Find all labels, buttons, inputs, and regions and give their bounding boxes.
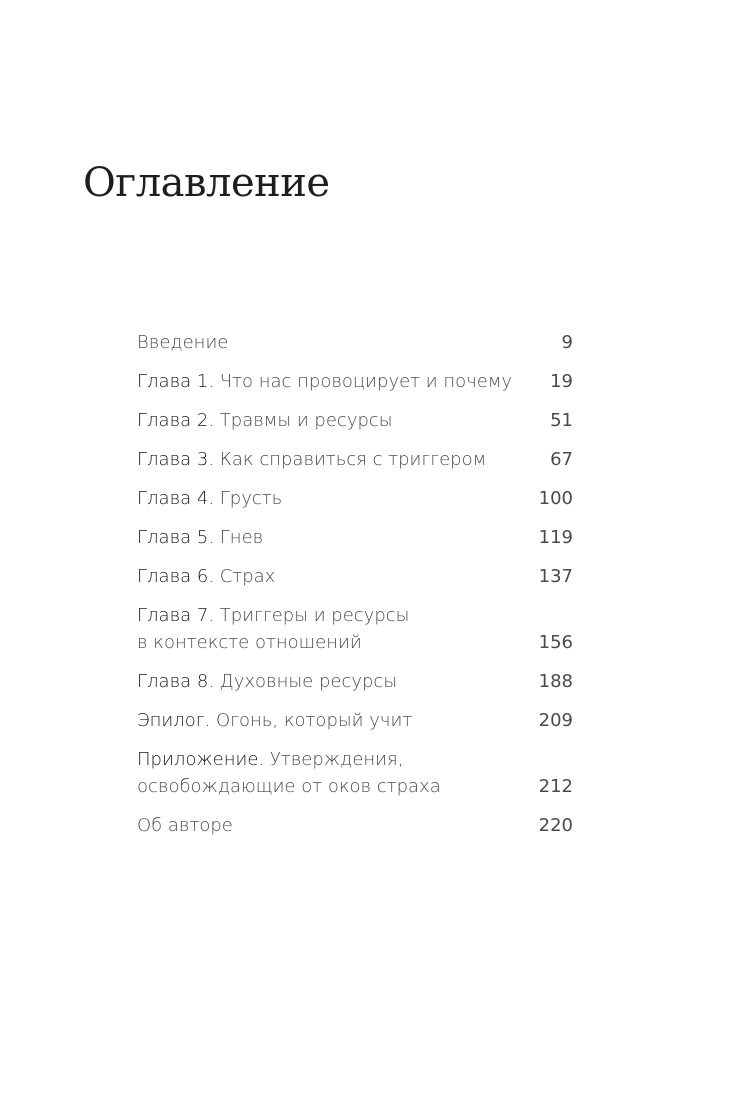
toc-entry-chapter-5[interactable] [137,524,573,551]
toc-entry-chapter-3[interactable] [137,446,573,473]
toc-entry-title: Огонь, который учит [210,710,413,731]
toc-entry-page: 100 [538,488,573,509]
toc-entry-text [137,563,539,590]
toc-entry-text [137,746,539,800]
toc-entry-page: 156 [538,632,573,653]
toc-entry-page: 209 [538,710,573,731]
toc-entry-label: Эпилог. [137,710,211,731]
toc-entry-label: Глава 1. [137,371,215,392]
toc-entry-page: 212 [538,776,573,797]
toc-entry-introduction[interactable] [137,329,573,356]
toc-entry-text [137,368,550,395]
page-title: Оглавление [83,160,330,206]
toc-entry-label: Глава 3. [137,449,215,470]
toc-entry-chapter-7[interactable] [137,602,573,656]
toc-entry-title: Утверждения, [264,749,404,770]
toc-entry-chapter-2[interactable] [137,407,573,434]
toc-entry-title: Триггеры и ресурсы [214,605,410,626]
toc-entry-epilogue[interactable] [137,707,573,734]
toc-entry-chapter-1[interactable] [137,368,573,395]
toc-entry-title: Духовные ресурсы [214,671,398,692]
toc-entry-label: Глава 4. [137,488,215,509]
toc-entry-text [137,485,539,512]
toc-entry-page: 67 [550,449,573,470]
toc-entry-chapter-8[interactable] [137,668,573,695]
toc-entry-title: Как справиться с триггером [214,449,487,470]
toc-entry-title: Гнев [214,527,264,548]
toc-entry-page: 137 [538,566,573,587]
toc-entry-text [137,329,562,356]
toc-entry-text [137,668,539,695]
toc-entry-label: Глава 2. [137,410,215,431]
toc-entry-page: 19 [550,371,573,392]
toc-entry-text [137,524,539,551]
toc-entry-page: 51 [550,410,573,431]
toc-entry-text [137,446,550,473]
toc-entry-label: Глава 7. [137,605,215,626]
toc-entry-title-line-2: освобождающие от оков страха [137,776,441,797]
toc-entry-chapter-6[interactable] [137,563,573,590]
toc-entry-text [137,707,539,734]
toc-entry-label: Приложение. [137,749,265,770]
toc-entry-page: 220 [538,815,573,836]
toc-entry-title: Травмы и ресурсы [214,410,393,431]
toc-entry-text [137,602,539,656]
toc-entry-label: Глава 5. [137,527,215,548]
toc-entry-title: Грусть [214,488,283,509]
toc-entry-title: Что нас провоцирует и почему [214,371,513,392]
toc-entry-title: Об авторе [137,815,233,836]
toc-entry-page: 188 [538,671,573,692]
table-of-contents [137,329,573,851]
toc-entry-chapter-4[interactable] [137,485,573,512]
toc-entry-page: 119 [538,527,573,548]
toc-entry-label: Глава 6. [137,566,215,587]
toc-entry-label: Глава 8. [137,671,215,692]
toc-entry-about-author[interactable] [137,812,573,839]
toc-entry-title-line-2: в контексте отношений [137,632,362,653]
toc-entry-text [137,407,550,434]
toc-entry-title: Введение [137,332,229,353]
toc-entry-page: 9 [561,332,573,353]
toc-entry-appendix[interactable] [137,746,573,800]
toc-entry-title: Страх [214,566,276,587]
toc-entry-text [137,812,539,839]
